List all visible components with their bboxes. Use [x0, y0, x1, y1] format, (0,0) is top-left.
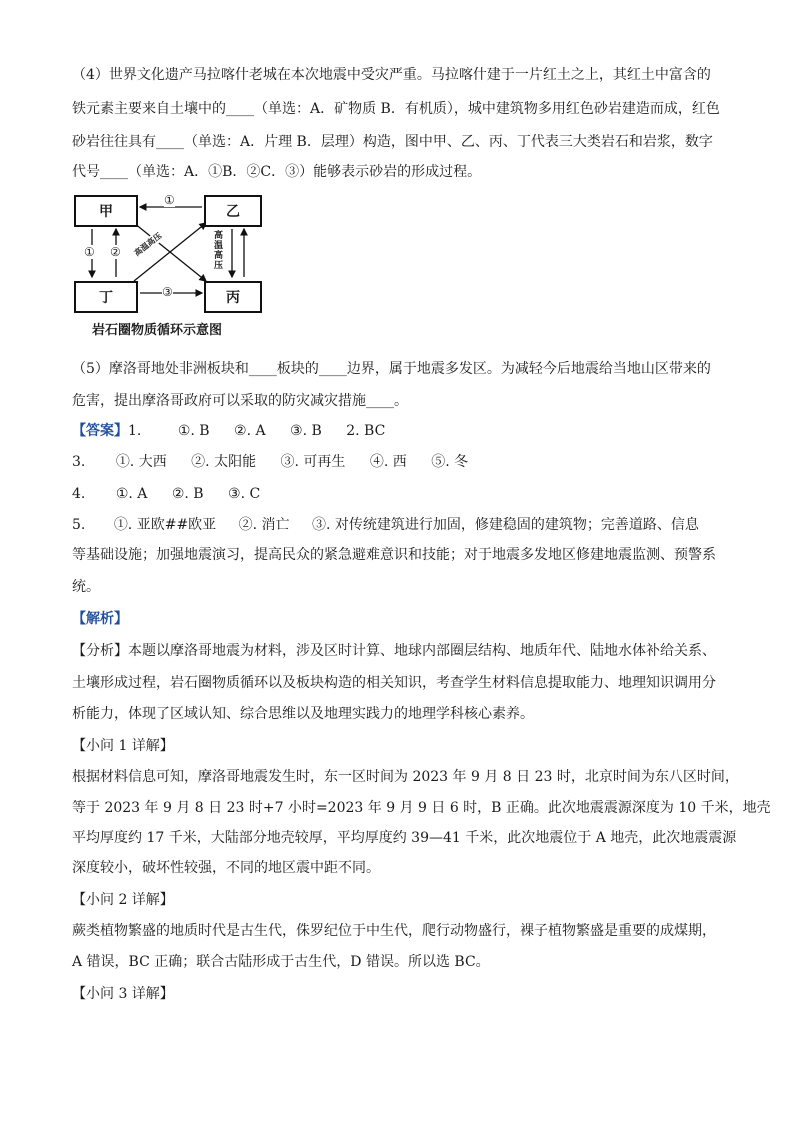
question4-line3: 砂岩往往具有____（单选：A．片理 B．层理）构造，图中甲、乙、丙、丁代表三大类岩石和岩浆，数字: [72, 134, 713, 150]
answer-3-num: 3.: [72, 454, 86, 470]
box-yi: 乙: [204, 195, 262, 227]
answer-row-4: [72, 485, 260, 503]
answer-row-5: [72, 516, 699, 534]
answer-3-item: ①. 大西: [115, 454, 167, 470]
diagram-caption: 岩石圈物质循环示意图: [92, 323, 223, 338]
answer-5-item: ③. 对传统建筑进行加固，修建稳固的建筑物；完善道路、信息: [312, 517, 699, 533]
analysis-label: 【解析】: [72, 611, 128, 627]
answer-4-num: 4.: [72, 486, 86, 502]
question4-line2: 铁元素主要来自土壤中的____（单选：A．矿物质 B．有机质），城中建筑物多用红色砂岩建造而成，红色: [72, 101, 720, 117]
answer-4-item: ①. A: [115, 486, 148, 502]
question4-line1: （4）世界文化遗产马拉喀什老城在本次地震中受灾严重。马拉喀什建于一片红土之上，其红土中富含的: [72, 67, 711, 83]
q1-line1: 根据材料信息可知，摩洛哥地震发生时，东一区时间为 2023 年 9 月 8 日 23 时，北京时间为东八区时间，: [72, 769, 739, 785]
analysis-fenxi-line3: 析能力，体现了区域认知、综合思维以及地理实践力的地理学科核心素养。: [72, 706, 534, 722]
q2-heading: 【小问 2 详解】: [72, 892, 174, 908]
box-bing: 丙: [204, 281, 262, 313]
label-left2: ②: [110, 245, 121, 259]
answer-row-1: [72, 422, 385, 440]
answer-3-item: ③. 可再生: [280, 454, 346, 470]
answer-label: 【答案】: [72, 423, 128, 439]
question4-line4: 代号____（单选：A．①B．②C．③）能够表示砂岩的形成过程。: [72, 164, 482, 180]
box-ding: 丁: [74, 281, 138, 313]
label-bottom: ③: [162, 285, 173, 299]
box-jia: 甲: [74, 195, 138, 227]
q2-line1: 蕨类植物繁盛的地质时代是古生代，侏罗纪位于中生代，爬行动物盛行，裸子植物繁盛是重要的成煤期，: [72, 923, 716, 939]
answer-5-item: ①. 亚欧##欧亚: [113, 517, 217, 533]
answer-1-item: ③. B: [290, 423, 322, 439]
answer-3-item: ②. 太阳能: [191, 454, 257, 470]
q1-line3: 平均厚度约 17 千米，大陆部分地壳较厚，平均厚度约 39—41 千米，此次地震位于 A 地壳，此次地震震源: [72, 830, 737, 846]
q1-heading: 【小问 1 详解】: [72, 738, 174, 754]
answer-3-item: ⑤. 冬: [431, 454, 469, 470]
answer-5-line2: 等基础设施；加强地震演习，提高民众的紧急避难意识和技能；对于地震多发地区修建地震监测、预警系: [72, 547, 716, 563]
answer-5-line3: 统。: [72, 579, 100, 595]
label-top: ①: [164, 193, 175, 207]
answer-5-item: ②. 消亡: [238, 517, 290, 533]
question5-line2: 危害，提出摩洛哥政府可以采取的防灾减灾措施____。: [72, 393, 408, 409]
answer-row-3: [72, 453, 468, 471]
analysis-fenxi-line1: 【分析】本题以摩洛哥地震为材料，涉及区时计算、地球内部圈层结构、地质年代、陆地水体补给关系、: [72, 643, 716, 659]
answer-4-item: ②. B: [171, 486, 204, 502]
question5-line1: （5）摩洛哥地处非洲板块和____板块的____边界，属于地震多发区。为减轻今后地震给当地山区带来的: [72, 361, 711, 377]
q2-line2: A 错误，BC 正确；联合古陆形成于古生代，D 错误。所以选 BC。: [72, 954, 490, 970]
answer-1-item: ②. A: [234, 423, 266, 439]
answer-5-num: 5.: [72, 517, 86, 533]
q1-line2: 等于 2023 年 9 月 8 日 23 时+7 小时=2023 年 9 月 9 日 6 时，B 正确。此次地震震源深度为 10 千米，地壳: [72, 800, 771, 816]
answer-2: 2. BC: [346, 423, 386, 439]
q3-heading: 【小问 3 详解】: [72, 986, 174, 1002]
label-diagonal: 高温高压: [132, 231, 164, 258]
answer-1-num: 1.: [128, 423, 142, 439]
answer-1-item: ①. B: [177, 423, 210, 439]
label-left1: ①: [84, 245, 95, 259]
answer-4-item: ③. C: [228, 486, 261, 502]
q1-line4: 深度较小，破坏性较强，不同的地区震中距不同。: [72, 860, 380, 876]
rock-cycle-diagram: [72, 193, 272, 343]
label-right: 高温高压: [214, 231, 224, 271]
answer-3-item: ④. 西: [369, 454, 407, 470]
analysis-fenxi-line2: 土壤形成过程，岩石圈物质循环以及板块构造的相关知识，考查学生材料信息提取能力、地理知识调用分: [72, 675, 716, 691]
